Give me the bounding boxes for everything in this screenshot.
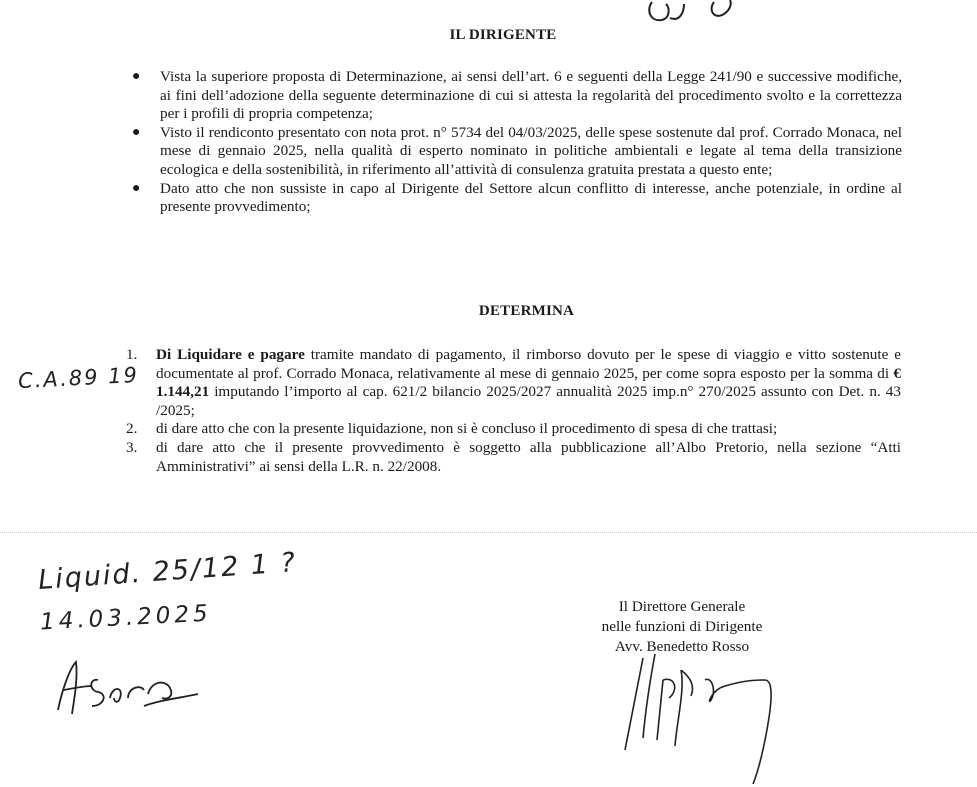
- signatory-name: Avv. Benedetto Rosso: [614, 638, 750, 655]
- top-handwritten-mark: [640, 0, 760, 26]
- list-item: 1. Di Liquidare e pagare tramite mandato di pagamento, il rimborso dovuto per le spese di viaggio e vitto sostenute e documentate al prof. Corrado Monaca, relativamente al mese di gennaio 2025, per come sopra esposto per la somma di € 1.144,21 imputando l’importo al cap. 621/2 bilancio 2025/2027 annualità 2025 imp.n° 270/2025 assunto con Det. n. 43 /2025;: [126, 346, 901, 419]
- list-item: ● Vista la superiore proposta di Determinazione, ai sensi dell’art. 6 e seguenti della Legge 241/90 e successive modifiche, ai fini dell’adozione della seguente determinazione di cui si attesta la regolarità del procedimento svolto e la correttezza per i profili di propria competenza;: [132, 68, 902, 123]
- bullet-dot-icon: ●: [132, 124, 141, 140]
- handwritten-liquidation-date: 14.03.2025: [39, 600, 213, 636]
- list-item: 3. di dare atto che il presente provvedimento è soggetto alla pubblicazione all’Albo Pretorio, nella sezione “Atti Amministrativi” ai sensi della L.R. n. 22/2008.: [126, 438, 901, 475]
- signatory-role: Il Direttore Generale: [618, 598, 746, 615]
- item-number: 3.: [126, 438, 138, 456]
- list-item: ● Dato atto che non sussiste in capo al Dirigente del Settore alcun conflitto di interesse, anche potenziale, in ordine al presente provvedimento;: [132, 179, 902, 216]
- signature-block: [566, 597, 798, 657]
- signatory-function: nelle funzioni di Dirigente: [601, 618, 763, 635]
- handwritten-liquidation-note: Liquid. 25/12 1 ?: [37, 547, 298, 596]
- bullet-dot-icon: ●: [132, 69, 141, 84]
- divider: [0, 532, 977, 534]
- amount: € 1.144,21: [156, 364, 901, 401]
- section-title-determina: DETERMINA: [478, 303, 575, 319]
- right-signature: [615, 650, 815, 787]
- determinations-list: [116, 346, 901, 476]
- bullet-dot-icon: ●: [132, 180, 141, 196]
- premises-list: [130, 68, 902, 217]
- left-signature: [48, 650, 208, 730]
- item-number: 1.: [126, 346, 138, 363]
- handwritten-margin-code: C.A.89 19: [17, 362, 140, 394]
- bold-lead: Di Liquidare e pagare: [156, 346, 305, 363]
- list-item: 2. di dare atto che con la presente liquidazione, non si è concluso il procedimento di spesa di che trattasi;: [126, 420, 778, 438]
- section-title-il-dirigente: IL DIRIGENTE: [449, 27, 557, 43]
- list-item: ● Visto il rendiconto presentato con nota prot. n° 5734 del 04/03/2025, delle spese sostenute dal prof. Corrado Monaca, nel mese di gennaio 2025, nella qualità di esperto nominato in politiche ambientali e legate al tema della transizione ecologica e della sostenibilità, in riferimento all’attività di consulenza gratuita prestata a questo ente;: [132, 123, 902, 178]
- item-number: 2.: [126, 420, 138, 438]
